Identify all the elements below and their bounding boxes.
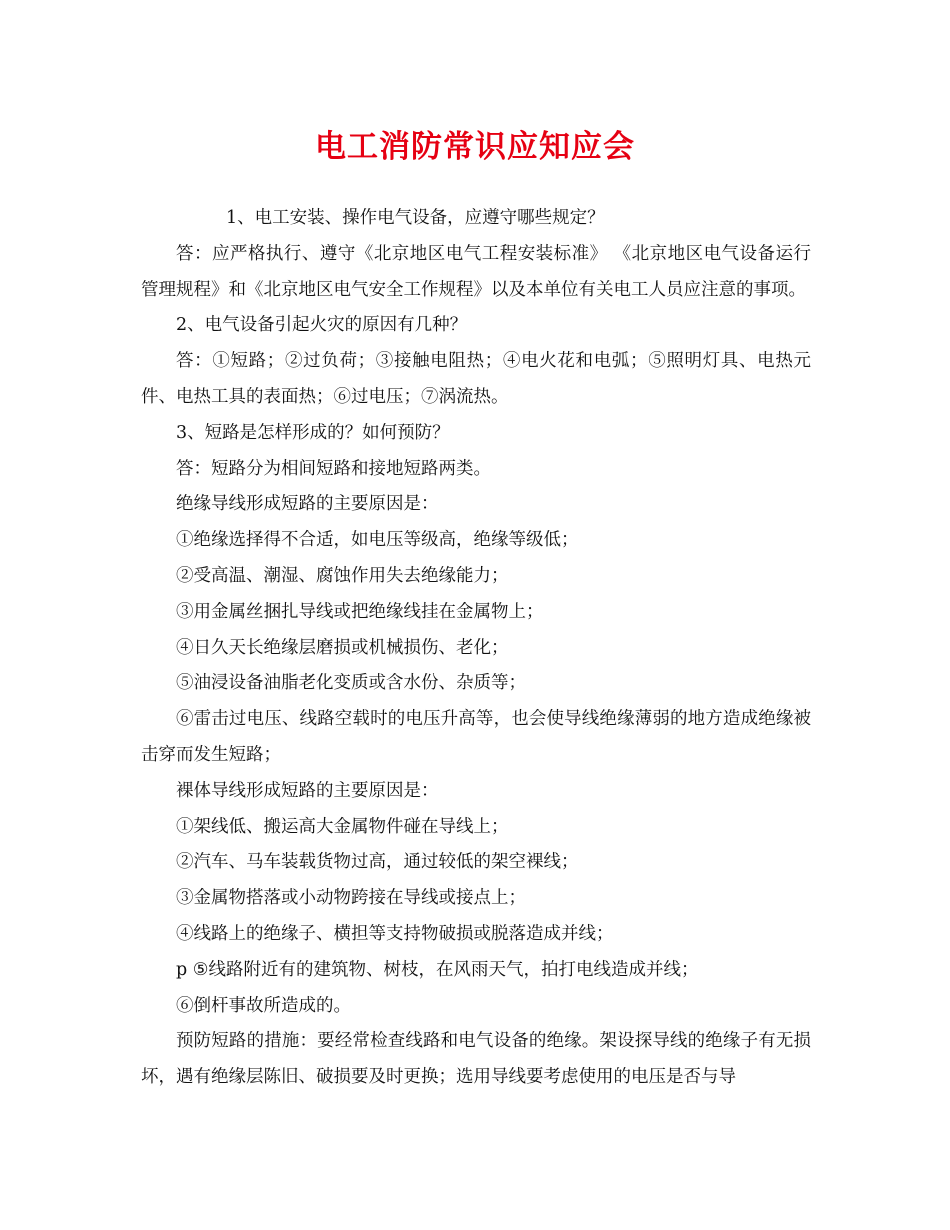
page-title: 电工消防常识应知应会: [315, 129, 635, 165]
question-1: 1、电工安装、操作电气设备，应遵守哪些规定？: [226, 208, 605, 228]
bare-cause-6: ⑥倒杆事故所造成的。: [176, 995, 351, 1016]
answer-3: 答：短路分为相间短路和接地短路两类。: [176, 458, 491, 479]
bare-cause-5: p ⑤线路附近有的建筑物、树枝，在风雨天气，拍打电线造成并线；: [176, 959, 699, 980]
prevention-measures: 预防短路的措施：要经常检查线路和电气设备的绝缘。架设探导线的绝缘子有无损坏，遇有绝缘层陈旧、破损要及时更换；选用导线要考虑使用的电压是否与导: [141, 1031, 811, 1088]
insulated-cause-4: ④日久天长绝缘层磨损或机械损伤、老化；: [176, 637, 509, 658]
insulated-cause-2: ②受高温、潮湿、腐蚀作用失去绝缘能力；: [176, 565, 509, 586]
answer-2: 答：①短路；②过负荷；③接触电阻热；④电火花和电弧；⑤照明灯具、电热元件、电热工具的表面热；⑥过电压；⑦涡流热。: [141, 351, 811, 407]
bare-wire-heading: 裸体导线形成短路的主要原因是：: [176, 780, 439, 801]
question-3: 3、短路是怎样形成的？如何预防？: [176, 422, 450, 443]
insulated-wire-heading: 绝缘导线形成短路的主要原因是：: [176, 494, 439, 515]
insulated-cause-5: ⑤油浸设备油脂老化变质或含水份、杂质等；: [176, 673, 526, 694]
question-2: 2、电气设备引起火灾的原因有几种？: [176, 315, 468, 336]
answer-1: 答：应严格执行、遵守《北京地区电气工程安装标准》 《北京地区电气设备运行管理规程》和《北京地区电气安全工作规程》以及本单位有关电工人员应注意的事项。: [141, 243, 811, 300]
insulated-cause-6: ⑥雷击过电压、线路空载时的电压升高等，也会使导线绝缘薄弱的地方造成绝缘被击穿而发生短路；: [141, 709, 811, 765]
bare-cause-4: ④线路上的绝缘子、横担等支持物破损或脱落造成并线；: [176, 923, 614, 944]
bare-cause-3: ③金属物搭落或小动物跨接在导线或接点上；: [176, 888, 526, 909]
insulated-cause-3: ③用金属丝捆扎导线或把绝缘线挂在金属物上；: [176, 601, 544, 622]
bare-cause-2: ②汽车、马车装载货物过高，通过较低的架空裸线；: [176, 852, 579, 873]
bare-cause-1: ①架线低、搬运高大金属物件碰在导线上；: [176, 816, 509, 837]
document-body: [141, 201, 811, 1096]
insulated-cause-1: ①绝缘选择得不合适，如电压等级高，绝缘等级低；: [176, 530, 579, 551]
